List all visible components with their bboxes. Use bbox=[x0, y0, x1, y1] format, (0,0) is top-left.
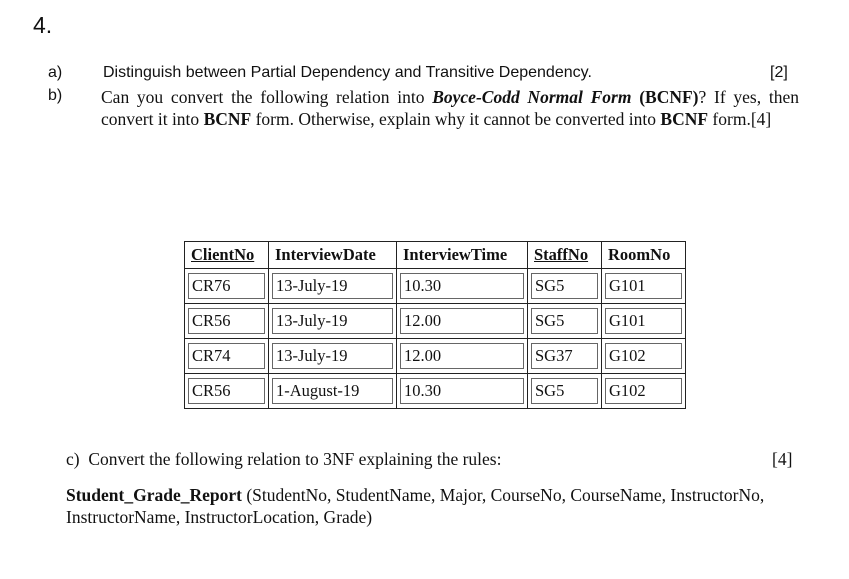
table-row bbox=[185, 304, 686, 339]
table-cell: SG37 bbox=[528, 339, 602, 374]
part-c-text: Convert the following relation to 3NF explaining the rules: bbox=[88, 449, 502, 469]
header-clientno: ClientNo bbox=[185, 242, 269, 269]
table-cell: 13-July-19 bbox=[269, 269, 397, 304]
part-b-text-3: ? If yes, then convert it into bbox=[101, 87, 799, 129]
relation-attributes: (StudentNo, StudentName, Major, CourseNo, CourseName, InstructorNo, InstructorName, InstructorLocation, Grade) bbox=[66, 485, 765, 527]
table-row bbox=[185, 339, 686, 374]
interview-relation-table bbox=[184, 241, 686, 409]
part-b-text-4: form. Otherwise, explain why it cannot be converted into bbox=[251, 109, 661, 129]
part-b-marker: b) bbox=[48, 87, 63, 104]
table-cell: G102 bbox=[602, 339, 686, 374]
part-a-text: Distinguish between Partial Dependency and Transitive Dependency. bbox=[103, 64, 592, 81]
table-cell: CR74 bbox=[185, 339, 269, 374]
table-cell: 12.00 bbox=[397, 304, 528, 339]
part-b-text-5: form.[4] bbox=[708, 109, 772, 129]
part-b-text bbox=[101, 86, 799, 130]
table-row bbox=[185, 374, 686, 409]
table-cell: CR76 bbox=[185, 269, 269, 304]
table-header-row bbox=[185, 242, 686, 269]
student-grade-report-relation bbox=[66, 484, 806, 528]
part-a-marker: a) bbox=[48, 64, 63, 81]
table-cell: 10.30 bbox=[397, 269, 528, 304]
header-interviewtime: InterviewTime bbox=[397, 242, 528, 269]
table-cell: CR56 bbox=[185, 374, 269, 409]
table-cell: SG5 bbox=[528, 269, 602, 304]
header-roomno: RoomNo bbox=[602, 242, 686, 269]
header-staffno: StaffNo bbox=[528, 242, 602, 269]
table-cell: 12.00 bbox=[397, 339, 528, 374]
part-b-bcnf-abbrev: (BCNF) bbox=[639, 87, 699, 107]
table-cell: G102 bbox=[602, 374, 686, 409]
question-number: 4. bbox=[33, 12, 53, 38]
table-cell: G101 bbox=[602, 304, 686, 339]
table-cell: CR56 bbox=[185, 304, 269, 339]
table-cell: G101 bbox=[602, 269, 686, 304]
table-cell: 1-August-19 bbox=[269, 374, 397, 409]
table-cell: 13-July-19 bbox=[269, 339, 397, 374]
part-b-bcnf-fullname: Boyce-Codd Normal Form bbox=[432, 87, 632, 107]
part-b-bcnf-2: BCNF bbox=[660, 109, 709, 129]
table-row bbox=[185, 269, 686, 304]
part-c-marker: c) bbox=[66, 449, 80, 469]
part-b-bcnf-1: BCNF bbox=[203, 109, 252, 129]
part-b-text-1: Can you convert the following relation into bbox=[101, 87, 433, 107]
header-interviewdate: InterviewDate bbox=[269, 242, 397, 269]
part-c-marks: [4] bbox=[772, 449, 793, 469]
relation-name: Student_Grade_Report bbox=[66, 485, 242, 505]
part-c-line bbox=[66, 449, 501, 470]
table-cell: SG5 bbox=[528, 374, 602, 409]
table-cell: SG5 bbox=[528, 304, 602, 339]
table-cell: 13-July-19 bbox=[269, 304, 397, 339]
part-a-marks: [2] bbox=[770, 64, 788, 81]
table-cell: 10.30 bbox=[397, 374, 528, 409]
